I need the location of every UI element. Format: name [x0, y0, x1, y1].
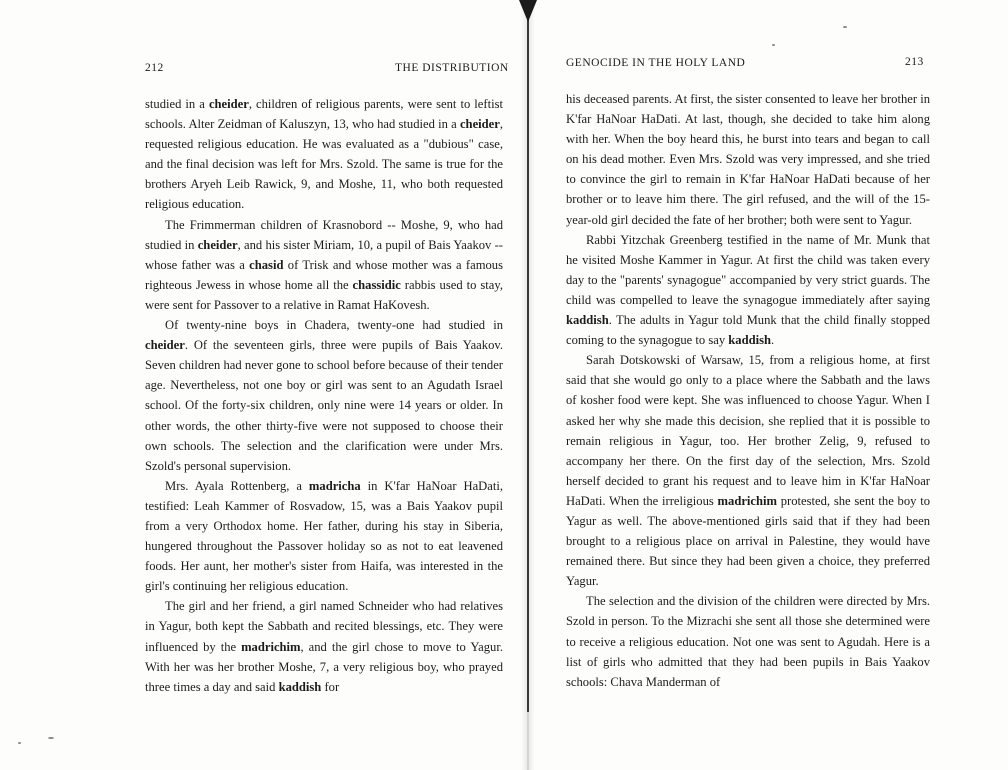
right-running-head: GENOCIDE IN THE HOLY LAND	[566, 57, 746, 69]
left-page-number: 212	[145, 62, 164, 74]
text-run: The girl and her friend, a girl named Schneider who had relatives in Yagur, both kept the Sabbath and recited blessings, etc. They were influenced by the	[145, 599, 503, 654]
emphasized-term: madrichim	[241, 639, 301, 654]
scan-speck	[48, 737, 54, 739]
paragraph	[566, 591, 930, 691]
emphasized-term: kaddish	[566, 313, 609, 328]
emphasized-term: cheider	[208, 97, 249, 111]
text-run: protested, she sent the boy to Yagur as well. The above-mentioned girls said that if they had been brought to a religious place on arrival in Palestine, they would have remained there. But since they had been given a choice, they preferred Yagur.	[566, 493, 930, 589]
text-run: in K'far HaNoar HaDati, testified: Leah Kammer of Rosvadow, 15, was a Bais Yaakov pupil from a very Orthodox home. Her father, during his stay in Siberia, hungered throughout the Passover holiday so as not to eat leavened foods. Her aunt, her mother's sister from Haifa, was interested in the girl's continuing her religious education.	[145, 478, 503, 594]
scan-speck	[772, 44, 775, 46]
paragraph	[145, 215, 503, 315]
text-run: rabbis used to stay, were sent for Passover to a relative in Ramat HaKovesh.	[145, 277, 503, 312]
emphasized-term: madricha	[308, 478, 361, 493]
emphasized-term: madrichim	[717, 493, 777, 508]
text-run: of Trisk and whose mother was a famous righteous Jewess in whose home all the	[145, 257, 503, 292]
right-page-body	[566, 89, 930, 692]
text-run: , requested religious education. He was evaluated as a "dubious" case, and the final decision was left for Mrs. Szold. The same is true for the brothers Aryeh Leib Rawick, 9, and Moshe, 11, who both requested religious education.	[145, 117, 503, 212]
scan-speck	[18, 742, 21, 744]
emphasized-term: kaddish	[278, 679, 322, 694]
paragraph	[566, 89, 930, 230]
text-run: Sarah Dotskowski of Warsaw, 15, from a religious home, at first said that she would go only to a place where the Sabbath and the laws of kosher food were kept. She was influenced to choose Yagur. When I asked her why she made this decision, she replied that it is possible to remain religious in Yagur, too. Her brother Zelig, 9, refused to accompany her there. On the first day of the selection, Mrs. Szold herself decided to grant his request and to leave him in K'far HaNoar HaDati. When the irreligious	[566, 353, 930, 508]
paragraph	[145, 596, 503, 696]
emphasized-term: kaddish	[728, 333, 772, 348]
right-page	[534, 0, 1008, 770]
text-run: his deceased parents. At first, the sister consented to leave her brother in K'far HaNoar HaDati. At last, though, she decided to take him along with her. When the boy heard this, he burst into tears and began to call on his dead mother. Even Mrs. Szold was very impressed, and she tried to convince the girl to remain in K'far HaNoar HaDati because of her brother or to leave him there. The girl refused, and the will of the 15-year-old girl decided the fate of her brother; both were sent to Yagur.	[566, 92, 930, 227]
text-run: Rabbi Yitzchak Greenberg testified in the name of Mr. Munk that he visited Moshe Kammer in Yagur. At first the child was taken every day to the "parents' synagogue" accompanied by very strict guards. The child was compelled to leave the synagogue immediately after saying	[566, 232, 930, 307]
text-run: Of twenty-nine boys in Chadera, twenty-one had studied in	[165, 318, 503, 333]
text-run: , children of religious parents, were sent to leftist schools. Alter Zeidman of Kaluszyn, 13, who had studied in a	[145, 97, 503, 132]
emphasized-term: chassidic	[352, 277, 401, 292]
text-run: . The adults in Yagur told Munk that the child finally stopped coming to the synagogue to say	[566, 313, 930, 348]
left-running-head: THE DISTRIBUTION	[395, 62, 509, 74]
paragraph	[145, 94, 503, 215]
emphasized-term: cheider	[145, 338, 185, 353]
left-page-body	[145, 94, 503, 697]
text-run: studied in a	[145, 97, 209, 111]
text-run: The Frimmerman children of Krasnobord -- Moshe, 9, who had studied in	[145, 217, 503, 252]
scan-speck	[843, 26, 847, 28]
paragraph	[145, 476, 503, 597]
text-run: Mrs. Ayala Rottenberg, a	[165, 478, 309, 493]
text-run: , and his sister Miriam, 10, a pupil of Bais Yaakov -- whose father was a	[145, 237, 503, 272]
gutter-crease	[527, 0, 529, 712]
text-run: The selection and the division of the children were directed by Mrs. Szold in person. To the Mizrachi she sent all those she determined were to receive a religious education. Not one was sent to Agudah. Here is a list of girls who admitted that they had been pupils in Bais Yaakov schools: Chava Manderman of	[566, 594, 930, 689]
right-page-number: 213	[905, 56, 924, 68]
emphasized-term: cheider	[459, 117, 500, 132]
text-run: , and the girl chose to move to Yagur. With her was her brother Moshe, 7, a very religious boy, who prayed three times a day and said	[145, 639, 503, 694]
paragraph	[566, 230, 930, 351]
paragraph	[566, 350, 930, 591]
emphasized-term: chasid	[249, 257, 284, 272]
text-run: .	[771, 333, 775, 348]
paragraph	[145, 315, 503, 476]
emphasized-term: cheider	[197, 237, 238, 252]
text-run: . Of the seventeen girls, three were pupils of Bais Yaakov. Seven children had never gone to school before because of their tender age. Nevertheless, not one boy or girl was sent to an Agudath Israel school. Of the forty-six children, only nine were 14 years or older. In other words, the other thirty-five were not supposed to choose their own schools. The selection and the clarification were under Mrs. Szold's personal supervision.	[145, 338, 503, 473]
text-run: for	[321, 679, 340, 694]
